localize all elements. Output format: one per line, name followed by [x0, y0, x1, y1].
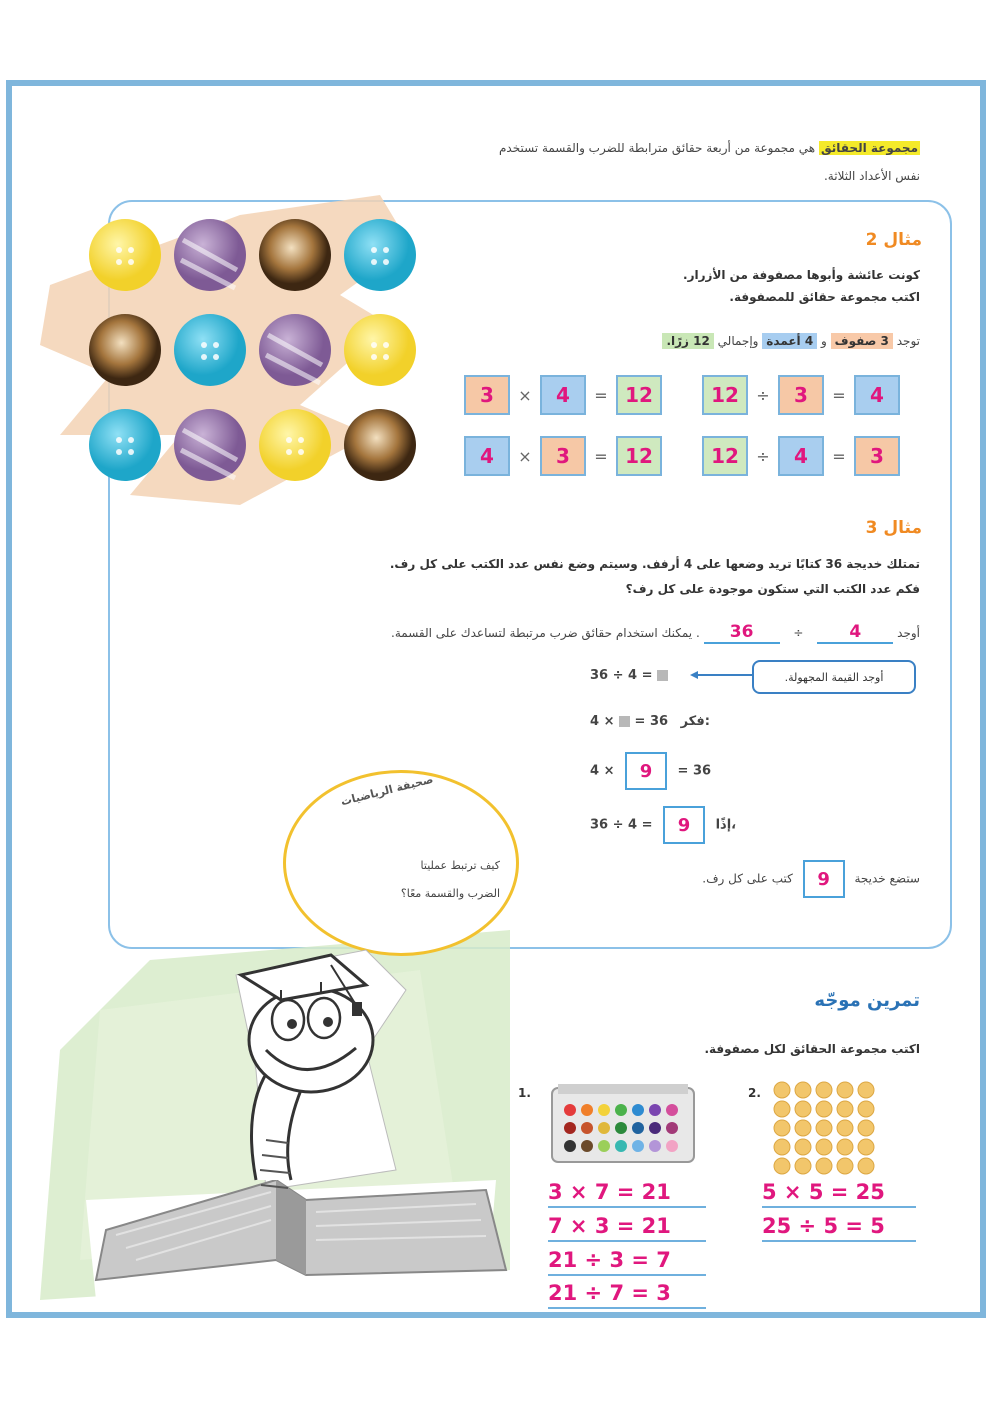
button-row-3: [89, 409, 416, 481]
step2-right: = 36: [634, 714, 669, 729]
example2-line1: كونت عائشة وأبوها مصفوفة من الأزرار.: [683, 268, 920, 282]
eq1-factor-b: 4: [540, 375, 586, 415]
blank-divide-sign: ÷: [793, 626, 804, 640]
step2-equation: [590, 714, 710, 729]
page-frame-left: [6, 80, 12, 1316]
eq3-dividend: 12: [702, 375, 748, 415]
eq2-factor-a: 4: [464, 436, 510, 476]
button-yellow: [259, 409, 331, 481]
fact-equation-3: [702, 375, 900, 415]
button-brown: [344, 409, 416, 481]
unknown-square: [619, 716, 630, 727]
bookworm-mascot-image: [66, 930, 526, 1310]
eq4-divisor: 4: [778, 436, 824, 476]
step3-right: = 36: [677, 763, 712, 779]
button-blue: [344, 219, 416, 291]
bubble-line1: كيف ترتبط عمليتا: [420, 859, 500, 872]
eq4-dividend: 12: [702, 436, 748, 476]
example3-line1: تمتلك خديجة 36 كتابًا تريد وضعها على 4 أرفف. وسيتم وضع نفس عدد الكتب على كل رف.: [389, 557, 920, 571]
step4-equation: [590, 806, 736, 844]
step3-left: 4 ×: [590, 763, 615, 779]
fact-equation-2: [464, 436, 662, 476]
button-yellow: [344, 314, 416, 386]
example3-heading: مثال 3: [865, 518, 922, 538]
step3-equation: [590, 752, 711, 790]
button-brown: [89, 314, 161, 386]
guided-practice-instruction: اكتب مجموعة الحقائق لكل مصفوفة.: [704, 1042, 920, 1056]
page-frame-top: [6, 80, 986, 86]
step1-expression: 36 ÷ 4 =: [590, 668, 653, 683]
buttons-array-image: [85, 210, 425, 490]
eq2-factor-b: 3: [540, 436, 586, 476]
paint-palette-image: [548, 1082, 698, 1168]
button-yellow: [89, 219, 161, 291]
eq1-equals: =: [594, 385, 608, 405]
example3-final-line: [702, 860, 920, 898]
eq3-operator: ÷: [756, 385, 770, 405]
definition-text: هي مجموعة من أربعة حقائق مترابطة للضرب والقسمة تستخدم: [498, 141, 816, 155]
eq2-product: 12: [616, 436, 662, 476]
total-prefix: وإجمالي: [717, 334, 759, 348]
problem1-fact-2: 7 × 3 = 21: [548, 1214, 706, 1242]
eq3-divisor: 3: [778, 375, 824, 415]
example2-find-line: [662, 334, 920, 348]
eq1-factor-a: 3: [464, 375, 510, 415]
find-prefix: توجد: [896, 334, 920, 348]
cookies-array-image: [770, 1080, 880, 1176]
definition-term: مجموعة الحقائق: [820, 141, 918, 155]
step4-so-word: إذًا،: [715, 817, 737, 833]
bubble-title: صحيفة الرياضيات: [339, 772, 435, 809]
eq2-equals: =: [594, 446, 608, 466]
rows-tag: 3 صفوف: [831, 333, 893, 349]
find-word: أوجد: [897, 626, 920, 640]
problem1-fact-3: 21 ÷ 3 = 7: [548, 1248, 706, 1276]
guided-practice-heading: تمرين موجّه: [814, 990, 920, 1011]
eq1-operator: ×: [518, 385, 532, 405]
button-row-1: [89, 219, 416, 291]
side-copyright: [56, 700, 70, 1260]
fact-equation-1: [464, 375, 662, 415]
problem1-fact-4: 21 ÷ 7 = 3: [548, 1281, 706, 1309]
step3-answer-box: 9: [625, 752, 667, 790]
find-tail: . يمكنك استخدام حقائق ضرب مرتبطة لتساعدك على القسمة.: [391, 626, 700, 640]
final-suffix: كتب على كل رف.: [702, 871, 793, 886]
problem1-number: 1.: [518, 1086, 531, 1100]
button-blue: [89, 409, 161, 481]
page-frame-right: [980, 80, 986, 1316]
step4-answer-box: 9: [663, 806, 705, 844]
eq1-product: 12: [616, 375, 662, 415]
page-frame-bottom: [6, 1312, 986, 1318]
example3-line2: فكم عدد الكتب التي ستكون موجودة على كل رف؟: [625, 582, 920, 596]
example3-find-line: [280, 622, 920, 644]
unknown-square: [657, 670, 668, 681]
eq2-operator: ×: [518, 446, 532, 466]
step2-think-word: فكر:: [680, 714, 710, 729]
and-word: و: [821, 334, 827, 348]
step4-left: 36 ÷ 4 =: [590, 817, 653, 833]
eq3-equals: =: [832, 385, 846, 405]
definition-text-2: نفس الأعداد الثلاثة.: [823, 169, 920, 183]
problem2-number: 2.: [748, 1086, 761, 1100]
final-answer-box: 9: [803, 860, 845, 898]
eq4-quotient: 3: [854, 436, 900, 476]
problem2-fact-2: 25 ÷ 5 = 5: [762, 1214, 916, 1242]
blank-divisor: 4: [817, 622, 893, 644]
example2-line2: اكتب مجموعة حقائق للمصفوفة.: [729, 290, 920, 304]
total-tag: 12 زرًا.: [662, 333, 713, 349]
button-brown: [259, 219, 331, 291]
blank-dividend: 36: [704, 622, 780, 644]
example2-heading: مثال 2: [865, 230, 922, 250]
step2-left: 4 ×: [590, 714, 615, 729]
step1-equation: [590, 668, 668, 683]
cols-tag: 4 أعمدة: [762, 333, 817, 349]
problem1-fact-1: 3 × 7 = 21: [548, 1180, 706, 1208]
problem2-fact-1: 5 × 5 = 25: [762, 1180, 916, 1208]
fact-equation-4: [702, 436, 900, 476]
eq4-operator: ÷: [756, 446, 770, 466]
callout-find-unknown: أوجد القيمة المجهولة.: [752, 660, 916, 694]
eq4-equals: =: [832, 446, 846, 466]
eq3-quotient: 4: [854, 375, 900, 415]
button-blue: [174, 314, 246, 386]
bubble-line2: الضرب والقسمة معًا؟: [400, 887, 500, 900]
callout-arrow-icon: [690, 668, 756, 682]
bubble-question: [312, 852, 500, 908]
button-row-2: [89, 314, 416, 386]
final-prefix: ستضع خديجة: [854, 871, 920, 886]
